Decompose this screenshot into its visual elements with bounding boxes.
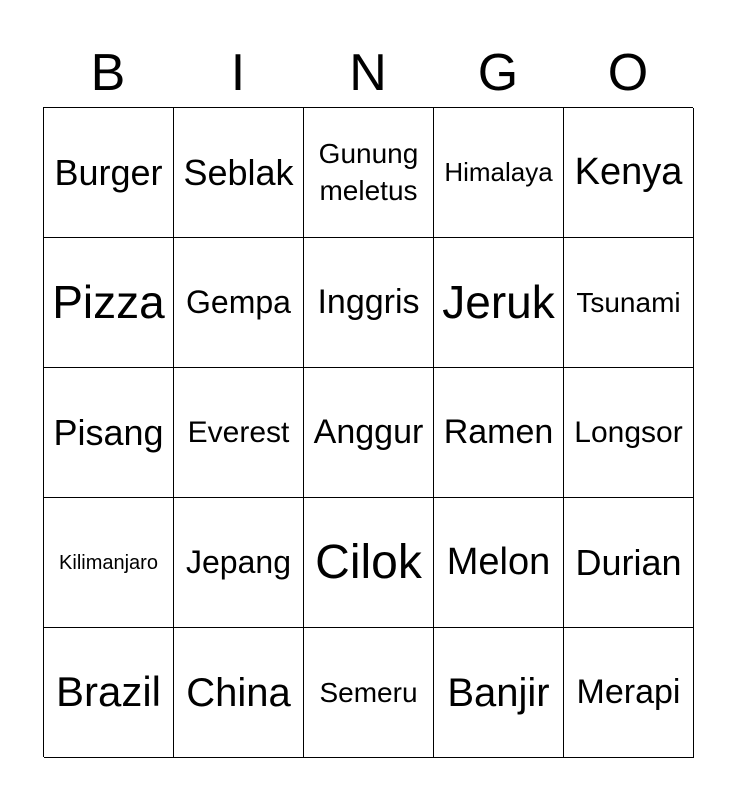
cell-label: Everest <box>187 415 290 449</box>
cell-label: Kenya <box>574 150 683 193</box>
bingo-cell[interactable] <box>304 628 434 758</box>
cell-label: Jepang <box>186 544 291 581</box>
bingo-cell[interactable] <box>174 498 304 628</box>
bingo-cell[interactable] <box>434 108 564 238</box>
bingo-cell[interactable] <box>564 628 694 758</box>
cell-label: China <box>186 670 291 715</box>
header-letter-i: I <box>230 44 246 102</box>
bingo-cell[interactable] <box>304 368 434 498</box>
cell-label: Longsor <box>574 415 683 449</box>
bingo-cell[interactable] <box>434 628 564 758</box>
bingo-cell[interactable] <box>44 238 174 368</box>
bingo-cell[interactable] <box>174 238 304 368</box>
cell-label: Pisang <box>53 411 164 453</box>
cell-label: Tsunami <box>576 286 681 318</box>
bingo-cell[interactable] <box>434 498 564 628</box>
bingo-cell[interactable] <box>304 498 434 628</box>
bingo-cell[interactable] <box>44 628 174 758</box>
bingo-cell[interactable] <box>44 368 174 498</box>
cell-label: Himalaya <box>444 156 553 187</box>
bingo-cell[interactable] <box>564 498 694 628</box>
bingo-cell[interactable] <box>564 368 694 498</box>
bingo-cell[interactable] <box>174 628 304 758</box>
bingo-cell[interactable] <box>434 368 564 498</box>
cell-label: Brazil <box>55 668 162 716</box>
cell-label: Pizza <box>52 275 165 328</box>
cell-label: Kilimanjaro <box>59 551 158 574</box>
cell-label: Melon <box>446 540 551 583</box>
bingo-cell[interactable] <box>304 238 434 368</box>
bingo-cell[interactable] <box>564 238 694 368</box>
header-letter-g: G <box>477 44 519 102</box>
cell-label: Jeruk <box>442 275 555 328</box>
header-letter-o: O <box>607 44 649 102</box>
bingo-cell[interactable] <box>174 368 304 498</box>
cell-label: Merapi <box>576 673 681 712</box>
cell-label: Gunung meletus <box>318 138 419 206</box>
cell-label: Gempa <box>186 284 291 321</box>
cell-label: Semeru <box>319 676 418 708</box>
cell-label: Seblak <box>183 151 294 193</box>
cell-label: Ramen <box>443 413 554 452</box>
bingo-board <box>43 107 693 757</box>
bingo-cell[interactable] <box>434 238 564 368</box>
cell-label: Cilok <box>315 535 422 589</box>
bingo-header <box>43 40 693 106</box>
bingo-cell[interactable] <box>564 108 694 238</box>
header-letter-n: N <box>349 44 387 102</box>
cell-label: Durian <box>575 541 682 583</box>
cell-label: Inggris <box>317 283 420 322</box>
header-letter-b: B <box>90 44 126 102</box>
bingo-cell[interactable] <box>44 108 174 238</box>
cell-label: Burger <box>54 151 163 193</box>
bingo-cell[interactable] <box>304 108 434 238</box>
cell-label: Anggur <box>313 413 424 452</box>
bingo-cell[interactable] <box>174 108 304 238</box>
bingo-cell[interactable] <box>44 498 174 628</box>
cell-label: Banjir <box>447 670 550 715</box>
